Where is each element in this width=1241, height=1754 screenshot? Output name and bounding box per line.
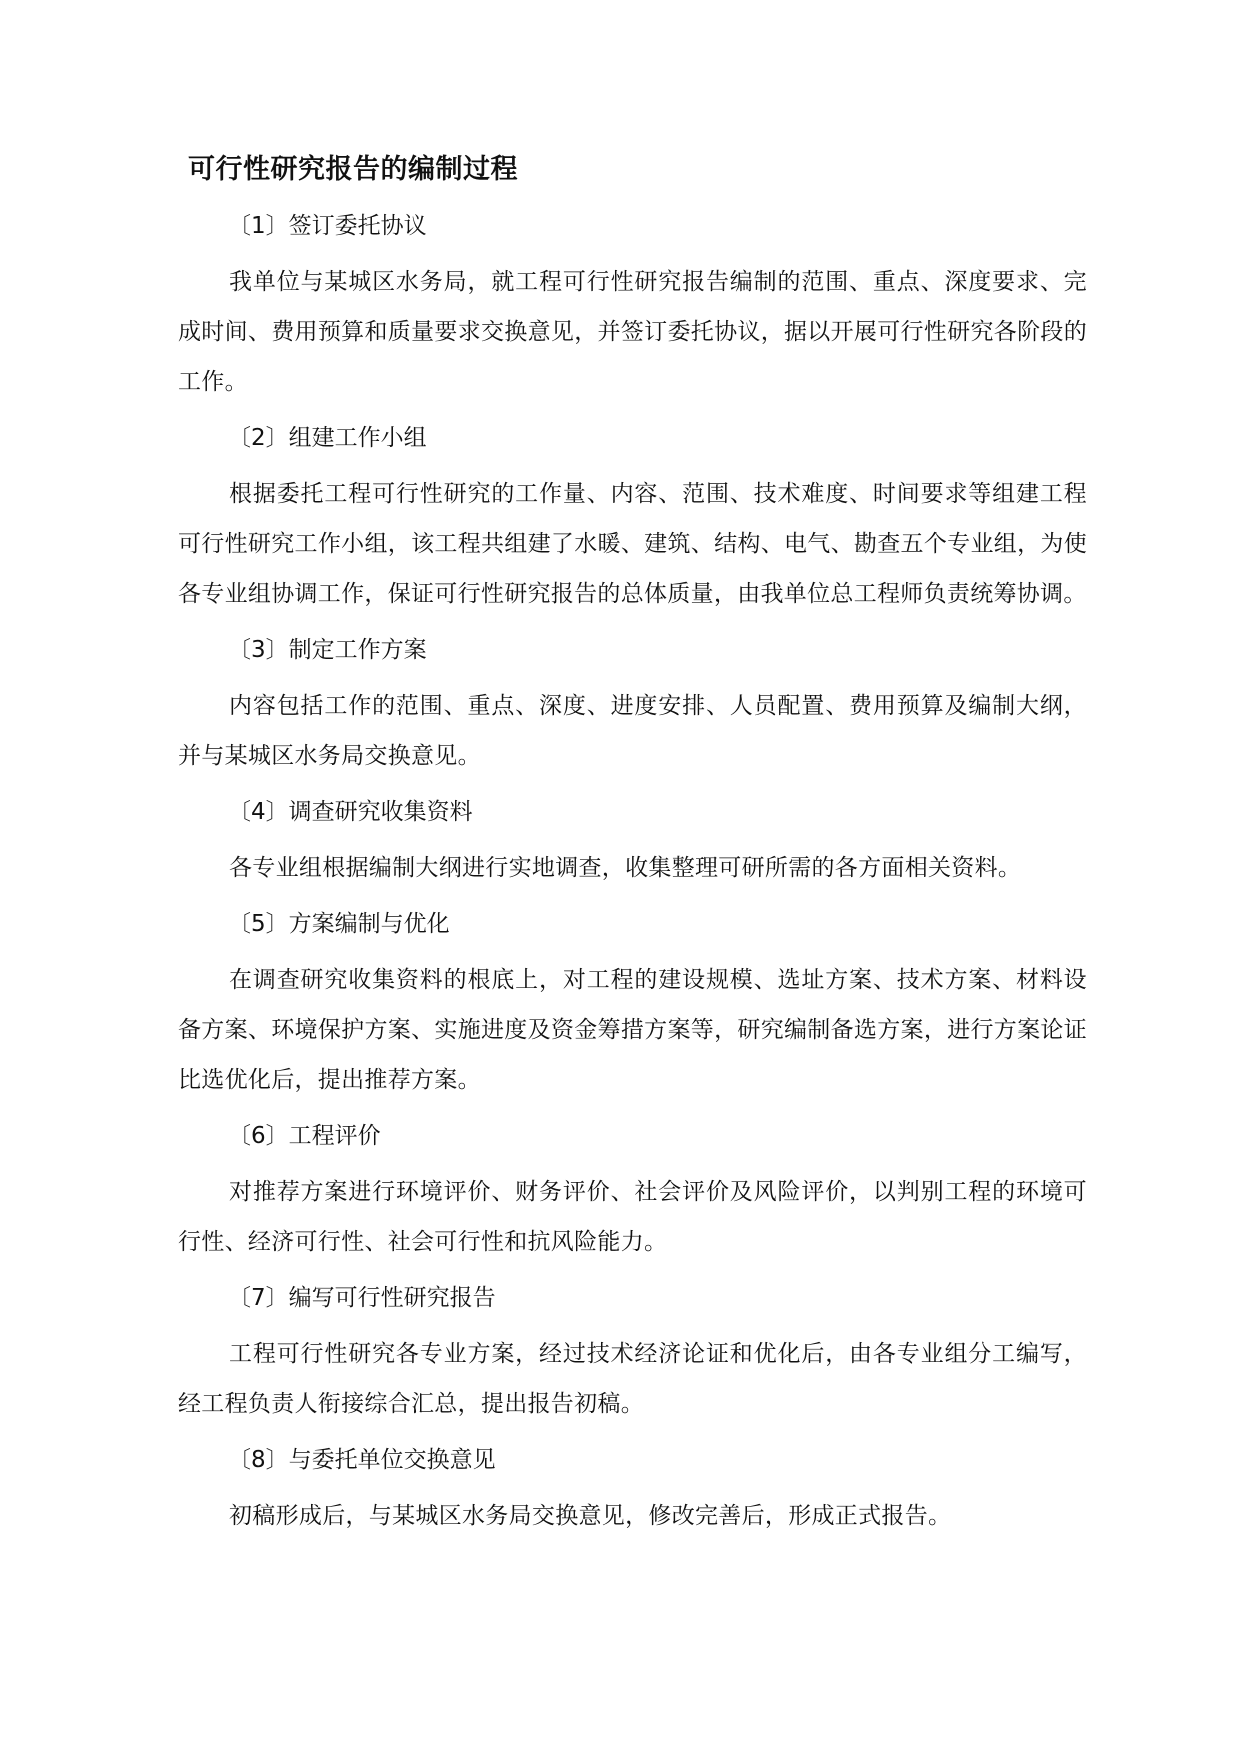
document-body [178,205,1087,1551]
section-heading: 〔7〕编写可行性研究报告 [228,1285,496,1311]
section-heading: 〔6〕工程评价 [228,1123,381,1149]
section-heading: 〔8〕与委托单位交换意见 [228,1447,496,1473]
section-paragraph: 对推荐方案进行环境评价、财务评价、社会评价及风险评价，以判别工程的环境可行性、经济可行性、社会可行性和抗风险能力。 [178,1179,1087,1255]
section-heading: 〔3〕制定工作方案 [228,637,427,663]
document-title: 可行性研究报告的编制过程 [188,154,518,185]
section-paragraph: 各专业组根据编制大纲进行实地调查，收集整理可研所需的各方面相关资料。 [229,855,1022,881]
section-paragraph: 在调查研究收集资料的根底上，对工程的建设规模、选址方案、技术方案、材料设备方案、环境保护方案、实施进度及资金筹措方案等，研究编制备选方案，进行方案论证比选优化后，提出推荐方案。 [178,967,1087,1093]
section-paragraph: 初稿形成后，与某城区水务局交换意见，修改完善后，形成正式报告。 [229,1503,952,1529]
section-heading: 〔2〕组建工作小组 [228,425,427,451]
section-paragraph: 我单位与某城区水务局，就工程可行性研究报告编制的范围、重点、深度要求、完成时间、费用预算和质量要求交换意见，并签订委托协议，据以开展可行性研究各阶段的工作。 [178,269,1087,395]
section-paragraph: 根据委托工程可行性研究的工作量、内容、范围、技术难度、时间要求等组建工程可行性研究工作小组，该工程共组建了水暖、建筑、结构、电气、勘查五个专业组，为使各专业组协调工作，保证可行性研究报告的总体质量，由我单位总工程师负责统筹协调。 [178,481,1087,607]
section-heading: 〔4〕调查研究收集资料 [228,799,473,825]
section-heading: 〔1〕签订委托协议 [228,213,427,239]
section-heading: 〔5〕方案编制与优化 [228,911,450,937]
section-paragraph: 内容包括工作的范围、重点、深度、进度安排、人员配置、费用预算及编制大纲，并与某城区水务局交换意见。 [178,693,1087,769]
section-paragraph: 工程可行性研究各专业方案，经过技术经济论证和优化后，由各专业组分工编写，经工程负责人衔接综合汇总，提出报告初稿。 [178,1341,1087,1417]
